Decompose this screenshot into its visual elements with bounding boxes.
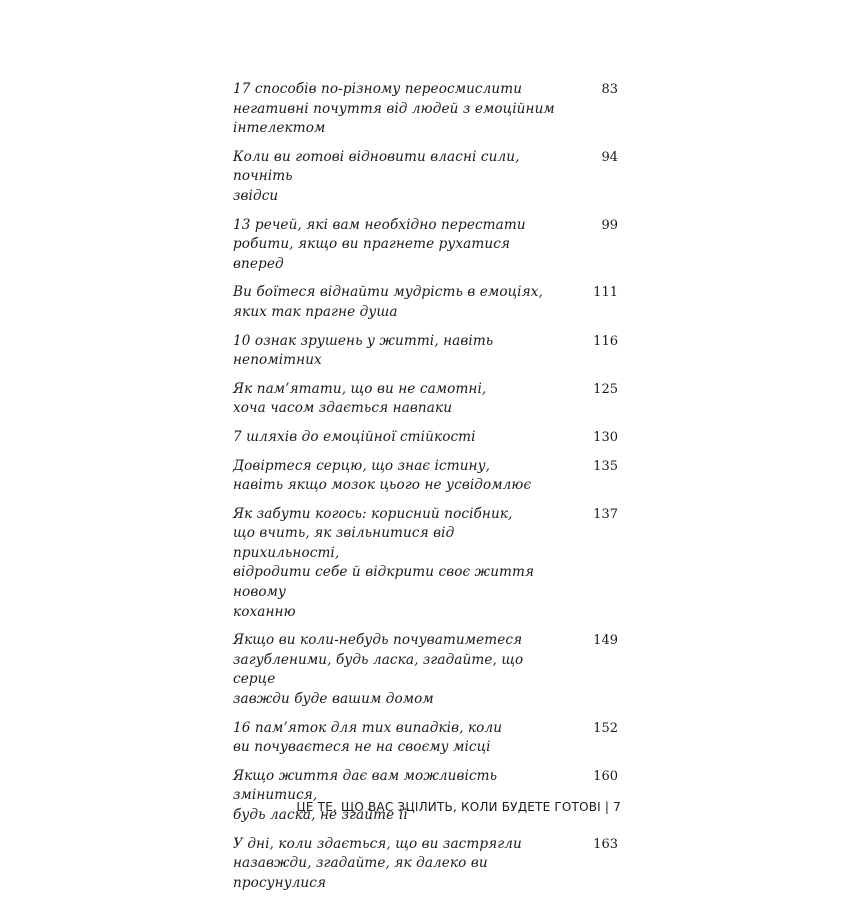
toc-entry — [233, 428, 618, 448]
toc-entry-page: 83 — [601, 82, 618, 97]
toc-entry-page: 99 — [601, 217, 618, 233]
toc-entry — [233, 80, 618, 139]
toc-entry-page: 116 — [593, 333, 618, 349]
toc-entry-title: У дні, коли здається, що ви застрягли назавжди, згадайте, як далеко ви просунулися — [233, 835, 522, 891]
toc-entry-page: 152 — [593, 720, 618, 736]
toc-entry-page: 125 — [593, 381, 618, 397]
toc-entry — [233, 332, 618, 371]
toc-entry-title: 7 шляхів до емоційної стійкості — [233, 428, 476, 445]
table-of-contents — [233, 80, 618, 902]
toc-entry-page: 94 — [601, 149, 618, 165]
page-number: 7 — [613, 800, 621, 814]
toc-entry-page: 135 — [593, 458, 618, 474]
toc-entry-page: 160 — [593, 768, 618, 784]
toc-entry — [233, 457, 618, 496]
toc-entry-title: Довіртеся серцю, що знає істину, навіть якщо мозок цього не усвідомлює — [233, 457, 532, 494]
toc-entry-title: 16 пам’яток для тих випадків, коли ви почуваєтеся не на своєму місці — [233, 719, 503, 756]
toc-entry — [233, 835, 618, 894]
toc-entry — [233, 631, 618, 709]
toc-entry — [233, 505, 618, 623]
toc-entry — [233, 719, 618, 758]
toc-entry-title: Як пам’ятати, що ви не самотні, хоча часом здається навпаки — [233, 380, 487, 417]
toc-entry-title: 10 ознак зрушень у житті, навіть непомітних — [233, 332, 494, 369]
running-title: ЦЕ ТЕ, ЩО ВАС ЗЦІЛИТЬ, КОЛИ БУДЕТЕ ГОТОВІ — [296, 800, 601, 814]
toc-entry — [233, 380, 618, 419]
toc-entry-page: 111 — [593, 285, 618, 301]
toc-entry — [233, 148, 618, 207]
toc-entry — [233, 283, 618, 322]
toc-entry-title: Якщо життя дає вам можливість змінитися, будь ласка, не згайте її — [233, 767, 498, 823]
toc-entry-title: Як забути когось: корисний посібник, що вчить, як звільнитися від прихильності, відродити себе й відкрити своє життя новому коханню — [233, 505, 535, 620]
toc-entry-page: 130 — [593, 429, 618, 445]
toc-entry-page: 149 — [593, 633, 618, 649]
toc-entry-title: 17 способів по-різному переосмислити негативні почуття від людей з емоційним інтелектом — [233, 81, 555, 137]
toc-entry-page: 163 — [593, 836, 618, 852]
toc-entry — [233, 767, 618, 826]
footer-separator: | — [604, 800, 610, 814]
toc-entry-title: Ви боїтеся віднайти мудрість в емоціях, яких так прагне душа — [233, 284, 543, 320]
toc-entry-title: Якщо ви коли-небудь почуватиметеся загубленими, будь ласка, згадайте, що серце завжди буде вашим домом — [233, 632, 524, 708]
toc-entry-title: 13 речей, які вам необхідно перестати робити, якщо ви прагнете рухатися вперед — [233, 216, 526, 272]
toc-entry-title: Коли ви готові відновити власні сили, почніть звідси — [233, 148, 520, 204]
page-footer — [296, 800, 621, 814]
toc-entry-page: 137 — [593, 506, 618, 522]
toc-entry — [233, 216, 618, 275]
